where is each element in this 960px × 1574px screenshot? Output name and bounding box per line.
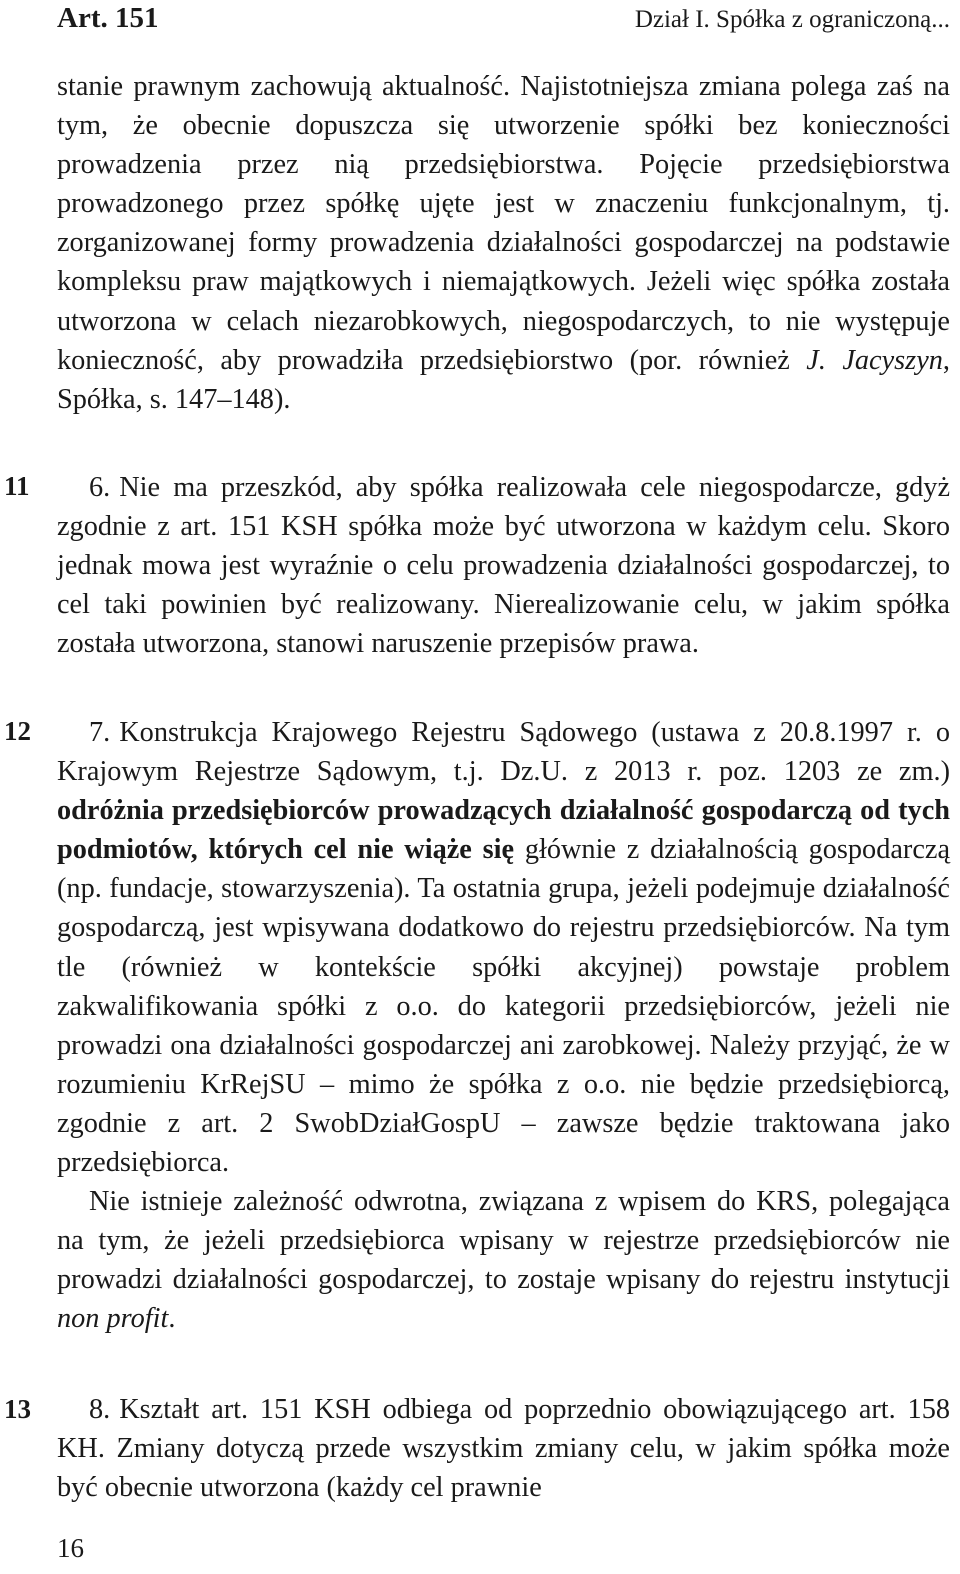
article-heading: Art. 151: [57, 2, 159, 34]
section-12: [57, 713, 950, 1339]
author-name: J. Jacyszyn: [806, 344, 943, 376]
section-13: [57, 1390, 950, 1507]
paragraph-text: .: [168, 1303, 176, 1335]
paragraph-continuation: [57, 67, 950, 419]
item-number: 7.: [89, 717, 111, 748]
item-number: 6.: [89, 472, 111, 503]
paragraph-text: Kształt art. 151 KSH odbiega od poprzednio obowiązującego art. 158 KH. Zmiany dotyczą przede wszystkim zmiany celu, w jakim spółka może być obecnie utworzona (każdy cel prawnie: [57, 1394, 950, 1504]
paragraph-text: Nie ma przeszkód, aby spółka realizowała cele niegospodarcze, gdyż zgodnie z art. 151 KSH spółka może być utworzona w każdym celu. Skoro jednak mowa jest wyraźnie o celu prowadzenia działalności gospodarczej, to cel taki powinien być realizowany. Nierealizowanie celu, w jakim spółka została utworzona, stanowi naruszenie przepisów prawa.: [57, 472, 950, 660]
page-header: [57, 2, 950, 36]
paragraph-text: głównie z działalnością gospodarczą (np. fundacje, stowarzyszenia). Ta ostatnia grupa, jeżeli podejmuje działalność gospodarczą, jest wpisywana dodatkowo do rejestru przedsiębiorców. Na tym tle (również w kontekście spółki akcyjnej) powstaje problem zakwalifikowania spółki z o.o. do kategorii przedsiębiorców, jeżeli nie prowadzi ona działalności gospodarczej ani zarobkowej. Należy przyjąć, że w rozumieniu KrRejSU – mimo że spółka z o.o. nie będzie przedsiębiorcą, zgodnie z art. 2 SwobDziałGospU – zawsze będzie traktowana jako przedsiębiorca.: [57, 834, 951, 1179]
paragraph-text: , Spółka, s. 147–148).: [57, 344, 950, 415]
page-number: 16: [57, 1533, 84, 1563]
paragraph-text: stanie prawnym zachowują aktualność. Najistotniejsza zmiana polega zaś na tym, że obecnie dopuszcza się utworzenie spółki bez konieczności prowadzenia przez nią przedsiębiorstwa. Pojęcie przedsiębiorstwa prowadzonego przez spółkę ujęte jest w znaczeniu funkcjonalnym, tj. zorganizowanej formy prowadzenia działalności gospodarczej na podstawie kompleksu praw majątkowych i niemajątkowych. Jeżeli więc spółka została utworzona w celach niezarobkowych, niegospodarczych, to nie występuje konieczność, aby prowadziła przedsiębiorstwo (por. również: [57, 71, 950, 376]
margin-number: 11: [4, 471, 30, 501]
paragraph-text: Nie istnieje zależność odwrotna, związana z wpisem do KRS, polegająca na tym, że jeżeli przedsiębiorca wpisany w rejestrze przedsiębiorców nie prowadzi działalności gospodarczej, to zostaje wpisany do rejestru instytucji: [57, 1186, 950, 1296]
italic-term: non profit: [57, 1303, 169, 1335]
paragraph-text: Konstrukcja Krajowego Rejestru Sądowego (ustawa z 20.8.1997 r. o Krajowym Rejestrze Sądowym, t.j. Dz.U. z 2013 r. poz. 1203 ze zm.): [57, 717, 950, 788]
item-number: 8.: [89, 1394, 111, 1425]
margin-number: 12: [4, 716, 31, 746]
section-heading: Dział I. Spółka z ograniczoną...: [634, 6, 950, 33]
margin-number: 13: [4, 1394, 31, 1424]
section-11: [57, 468, 950, 663]
bold-emphasis: odróżnia przedsiębiorców prowadzących działalność gospodarczą od tych podmiotów, których cel nie wiąże się: [57, 795, 950, 866]
